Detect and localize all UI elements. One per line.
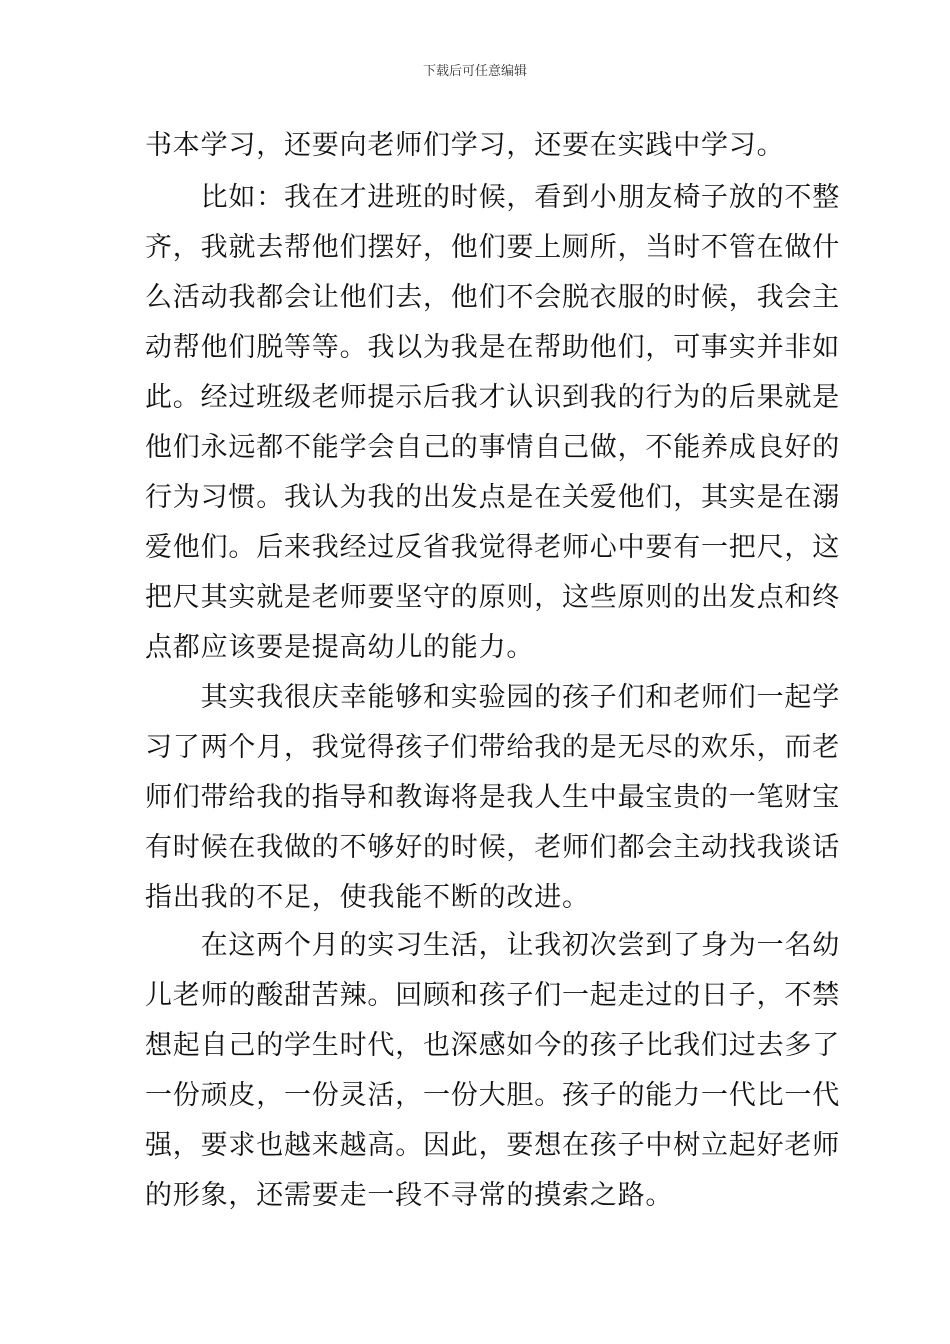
- text-line: 一份顽皮，一份灵活，一份大胆。孩子的能力一代比一代: [145, 1080, 840, 1111]
- page-header-note: 下载后可任意编辑: [422, 64, 527, 79]
- text-line: 师们带给我的指导和教诲将是我人生中最宝贵的一笔财宝: [145, 782, 840, 813]
- text-line: 的形象，还需要走一段不寻常的摸索之路。: [145, 1180, 674, 1211]
- text-line: 动帮他们脱等等。我以为我是在帮助他们，可事实并非如: [145, 332, 840, 363]
- text-line: 点都应该要是提高幼儿的能力。: [145, 632, 535, 663]
- text-line: 在这两个月的实习生活，让我初次尝到了身为一名幼: [145, 930, 840, 961]
- text-line: 强，要求也越来越高。因此，要想在孩子中树立起好老师: [145, 1130, 840, 1161]
- text-line: 此。经过班级老师提示后我才认识到我的行为的后果就是: [145, 382, 840, 413]
- text-line: 爱他们。后来我经过反省我觉得老师心中要有一把尺，这: [145, 532, 840, 563]
- text-line: 想起自己的学生时代，也深感如今的孩子比我们过去多了: [145, 1030, 840, 1061]
- text-line: 书本学习，还要向老师们学习，还要在实践中学习。: [145, 130, 785, 161]
- text-line: 么活动我都会让他们去，他们不会脱衣服的时候，我会主: [145, 282, 840, 313]
- text-line: 把尺其实就是老师要坚守的原则，这些原则的出发点和终: [145, 582, 840, 613]
- text-line: 行为习惯。我认为我的出发点是在关爱他们，其实是在溺: [145, 482, 840, 513]
- text-line: 有时候在我做的不够好的时候，老师们都会主动找我谈话: [145, 832, 840, 863]
- text-line: 指出我的不足，使我能不断的改进。: [145, 882, 590, 913]
- text-line: 其实我很庆幸能够和实验园的孩子们和老师们一起学: [145, 682, 840, 713]
- text-line: 比如：我在才进班的时候，看到小朋友椅子放的不整: [145, 182, 840, 213]
- text-line: 他们永远都不能学会自己的事情自己做，不能养成良好的: [145, 432, 840, 463]
- text-line: 习了两个月，我觉得孩子们带给我的是无尽的欢乐，而老: [145, 732, 840, 763]
- text-line: 儿老师的酸甜苦辣。回顾和孩子们一起走过的日子，不禁: [145, 980, 840, 1011]
- text-line: 齐，我就去帮他们摆好，他们要上厕所，当时不管在做什: [145, 232, 840, 263]
